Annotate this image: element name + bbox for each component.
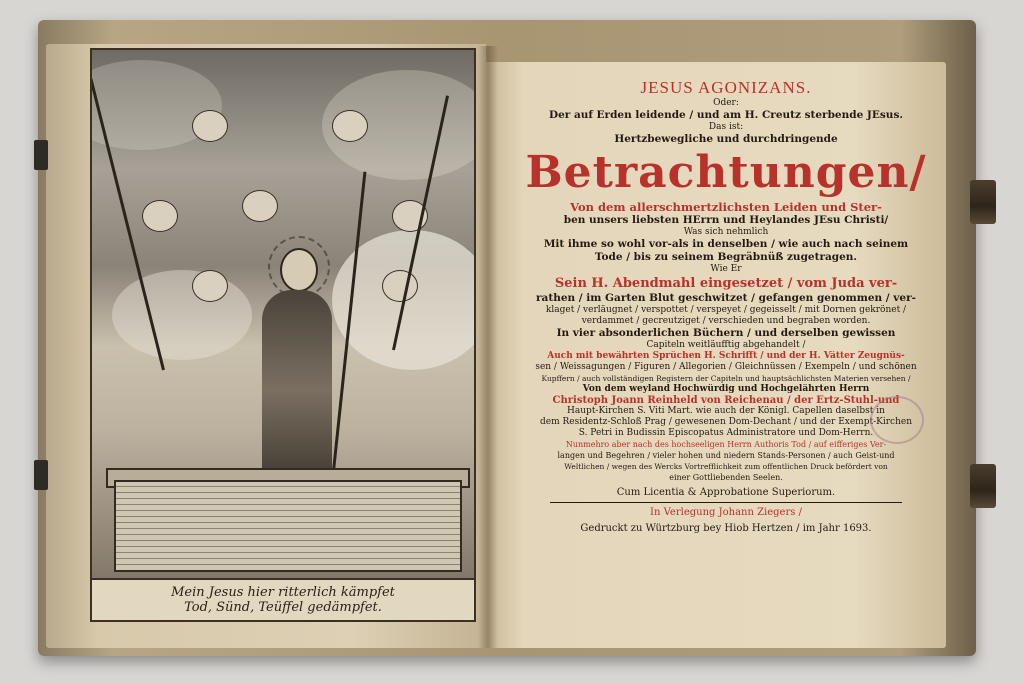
title-line-13: Kupffern / auch vollständigen Registern der Capiteln und hauptsächlichsten Materien versehen / [541, 374, 911, 383]
title-line-red-3: Auch mit bewährten Sprüchen H. Schrifft / und der H. Vätter Zeugnüs- [547, 351, 905, 361]
title-line-8: klaget / verläugnet / verspottet / verspeyet / gegeisselt / mit Dornen gekrönet / [545, 305, 907, 315]
hinge-top [34, 140, 48, 170]
title-line-17: S. Petri in Budissin Episcopatus Administratore und Dom-Herrn. [578, 428, 874, 438]
imprint-line: Gedruckt zu Würtzburg bey Hiob Hertzen / im Jahr 1693. [580, 523, 872, 534]
title-line-12: sen / Weissagungen / Figuren / Allegorien / Gleichnüssen / Exempeln / und schönen [535, 362, 917, 372]
subtitle-1: Der auf Erden leidende / und am H. Creutz sterbende JEsus. [548, 109, 904, 121]
title-line-5: Tode / bis zu seinem Begräbnüß zugetragen. [594, 251, 858, 263]
title-line-6: Wie Er [710, 264, 742, 274]
title-line-9: verdammet / gecreutziget / verschieden und begraben worden. [581, 316, 871, 326]
title-line-red-4: Christoph Joann Reinheld von Reichenau / der Ertz-Stuhl-und [552, 395, 900, 406]
title-line-2: ben unsers liebsten HErrn und Heylandes JEsu Christi/ [563, 214, 889, 226]
book-title: JESUS AGONIZANS. [640, 78, 812, 97]
sarcophagus [114, 480, 462, 572]
title-line-14: Von dem weyland Hochwürdig und Hochgelährten Herrn [582, 384, 870, 394]
clasp-bottom [970, 464, 996, 508]
christ-head [280, 248, 318, 292]
angel [242, 190, 278, 222]
publisher-line: In Verlegung Johann Ziegers / [650, 507, 802, 518]
title-line-15: Haupt-Kirchen S. Viti Mart. wie auch der Königl. Capellen daselbst in [567, 406, 885, 416]
title-page [520, 72, 932, 632]
title-line-18: langen und Begehren / vieler hohen und niedern Stands-Personen / auch Geist-und [557, 451, 895, 460]
title-line-red-5: Nunmehro aber nach des hochseeligen Herrn Authoris Tod / auf eifferiges Ver- [565, 440, 887, 449]
license-line: Cum Licentia & Approbatione Superiorum. [616, 487, 836, 498]
title-line-11: Capiteln weitläufftig abgehandelt / [646, 340, 806, 350]
title-line-red-1: Von dem allerschmertzlichsten Leiden und Ster- [570, 200, 882, 214]
title-line-7: rathen / im Garten Blut geschwitzet / gefangen genommen / ver- [536, 292, 916, 304]
library-stamp [870, 396, 924, 444]
title-oder: Oder: [713, 98, 739, 108]
christ-figure [262, 290, 332, 490]
engraving-caption [90, 578, 476, 622]
title-das-ist: Das ist: [708, 122, 744, 132]
title-line-4: Mit ihme so wohl vor-als in denselben / wie auch nach seinem [543, 238, 909, 250]
angel [382, 270, 418, 302]
angel [192, 110, 228, 142]
book-gutter [478, 46, 498, 648]
title-rule [550, 502, 902, 503]
title-line-3: Was sich nehmlich [683, 227, 769, 237]
hinge-bottom [34, 460, 48, 490]
clasp-top [970, 180, 996, 224]
frontispiece-engraving [90, 48, 476, 592]
title-line-20: einer Gottliebenden Seelen. [669, 473, 783, 482]
angel [142, 200, 178, 232]
big-title-word [520, 148, 932, 198]
angel [332, 110, 368, 142]
title-line-19: Weltlichen / wegen des Wercks Vortrefflichkeit zum offentlichen Druck befördert von [564, 462, 888, 471]
caption-line-2: Tod, Sünd, Teüffel gedämpfet. [184, 600, 382, 615]
big-title-text: Betrachtungen/ [525, 148, 927, 198]
angel [192, 270, 228, 302]
title-line-red-2: Sein H. Abendmahl eingesetzet / vom Juda ver- [554, 276, 898, 291]
subtitle-2: Hertzbewegliche und durchdringende [614, 133, 838, 145]
caption-line-1: Mein Jesus hier ritterlich kämpfet [171, 585, 395, 600]
title-line-16: dem Residentz-Schloß Prag / gewesenen Dom-Dechant / und der Exempt-Kirchen [540, 417, 912, 427]
title-line-10: In vier absonderlichen Büchern / und derselben gewissen [556, 327, 896, 339]
